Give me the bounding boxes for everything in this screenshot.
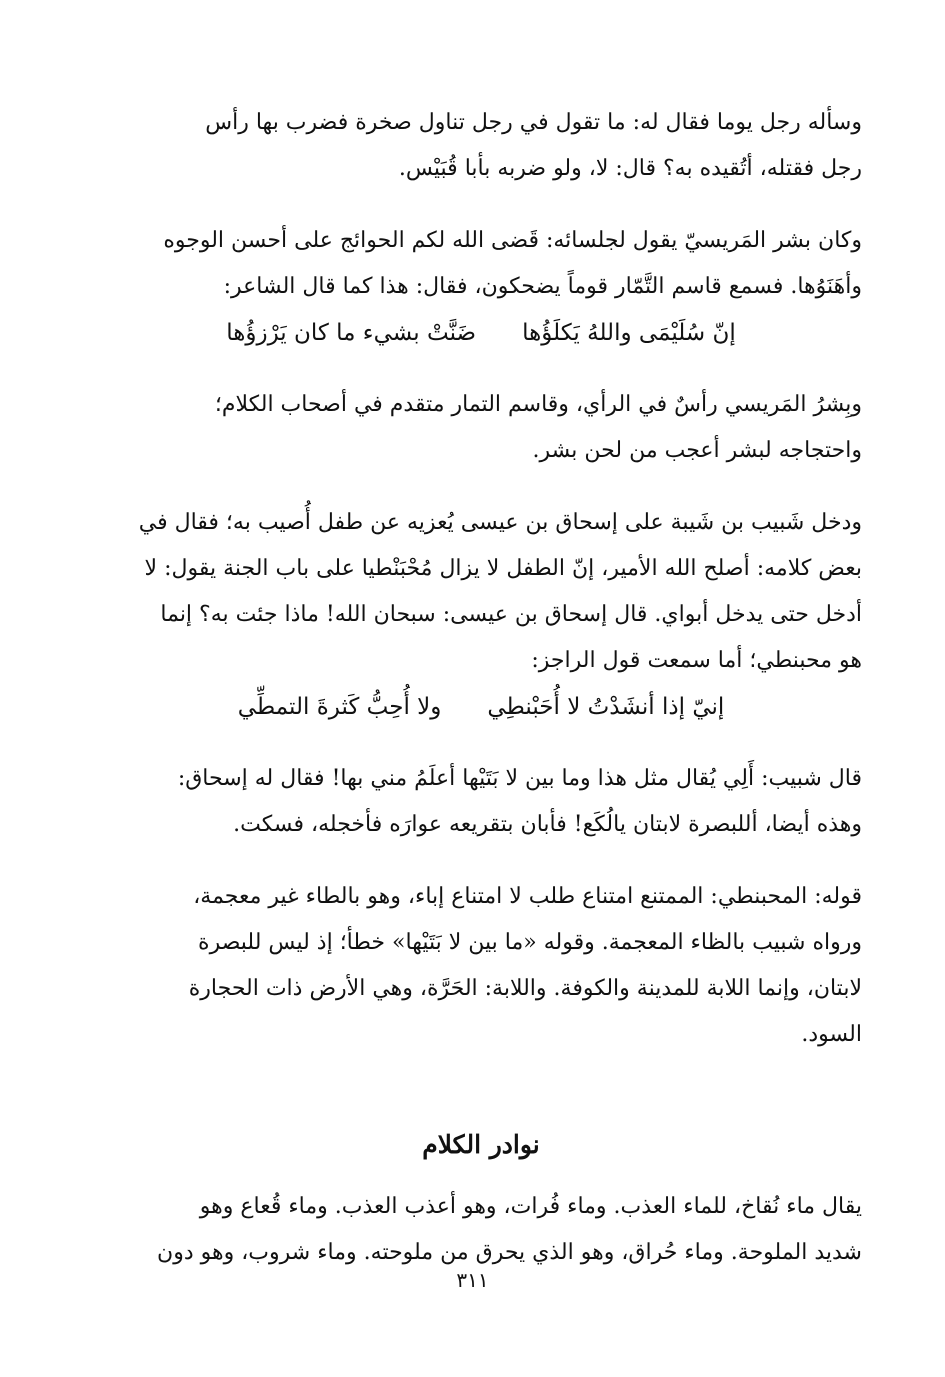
text-line: رجل فقتله، أتُقيده به؟ قال: لا، ولو ضربه بأبا قُبَيْس. [398, 156, 862, 181]
text-line: وأهَنَوُها. فسمع قاسم التَّمّار قوماً يضحكون، فقال: هذا كما قال الشاعر: [223, 274, 862, 299]
text-line: بعض كلامه: أصلح الله الأمير، إنّ الطفل لا يزال مُحْبَنْطيا على باب الجنة يقول: لا [144, 556, 862, 581]
page-number: ٣١١ [456, 1268, 489, 1292]
page-body [100, 100, 862, 1302]
text-line: قوله: المحبنطي: الممتنع امتناع طلب لا امتناع إباء، وهو بالطاء غير معجمة، [193, 884, 862, 909]
text-line: وكان بشر المَريسيّ يقول لجلسائه: قَضى الله لكم الحوائج على أحسن الوجوه [163, 228, 862, 253]
paragraph-2 [100, 218, 862, 310]
text-line: هو محبنطي؛ أما سمعت قول الراجز: [531, 648, 862, 673]
paragraph-3 [100, 382, 862, 474]
verse-first-hemistich: إنّ سُلَيْمَى واللهُ يَكلَؤُها [522, 320, 736, 346]
text-line: وسأله رجل يوما فقال له: ما تقول في رجل تناول صخرة فضرب بها رأس [205, 110, 862, 135]
paragraph-7 [100, 1184, 862, 1276]
paragraph-5 [100, 756, 862, 848]
text-line: شديد الملوحة. وماء حُراق، وهو الذي يحرق من ملوحته. وماء شروب، وهو دون [157, 1240, 862, 1265]
text-line: واحتجاجه لبشر أعجب من لحن بشر. [532, 438, 862, 463]
text-line: السود. [801, 1022, 862, 1047]
text-line: وبِشرُ المَريسي رأسٌ في الرأي، وقاسم التمار متقدم في أصحاب الكلام؛ [214, 392, 862, 417]
text-line: ودخل شَبيب بن شَيبة على إسحاق بن عيسى يُعزيه عن طفل أُصيب به؛ فقال في [138, 510, 862, 535]
poem-verse-2 [100, 684, 862, 730]
paragraph-6 [100, 874, 862, 1058]
text-line: يقال ماء نُقاخ، للماء العذب. وماء فُرات، وهو أعذب العذب. وماء قُعاع وهو [199, 1194, 862, 1219]
text-line: أدخل حتى يدخل أبواي. قال إسحاق بن عيسى: سبحان الله! ماذا جئت به؟ إنما [160, 602, 862, 627]
paragraph-4 [100, 500, 862, 684]
poem-verse-1 [100, 310, 862, 356]
verse-second-hemistich: ضَنَّتْ بشيء ما كان يَرْزؤُها [226, 320, 477, 346]
verse-second-hemistich: ولا أُحِبُّ كَثرةَ التمطِّي [237, 694, 442, 720]
text-line: قال شبيب: أَلِي يُقال مثل هذا وما بين لا بَتَيْها أعلَمُ مني بها! فقال له إسحاق: [177, 766, 862, 791]
text-line: لابتان، وإنما اللابة للمدينة والكوفة. واللابة: الحَرَّة، وهي الأرض ذات الحجارة [188, 976, 862, 1001]
section-heading: نوادر الكلام [422, 1130, 540, 1159]
text-line: وهذه أيضا، أللبصرة لابتان يالُكَع! فأبان بتقريعه عوارَه فأخجله، فسكت. [233, 812, 862, 837]
paragraph-1 [100, 100, 862, 192]
text-line: ورواه شبيب بالظاء المعجمة. وقوله «ما بين لا بَتَيْها» خطأ؛ إذ ليس للبصرة [198, 930, 862, 955]
verse-first-hemistich: إنيّ إذا أنشَدْتُ لا أُحَبْنطِي [487, 694, 725, 720]
